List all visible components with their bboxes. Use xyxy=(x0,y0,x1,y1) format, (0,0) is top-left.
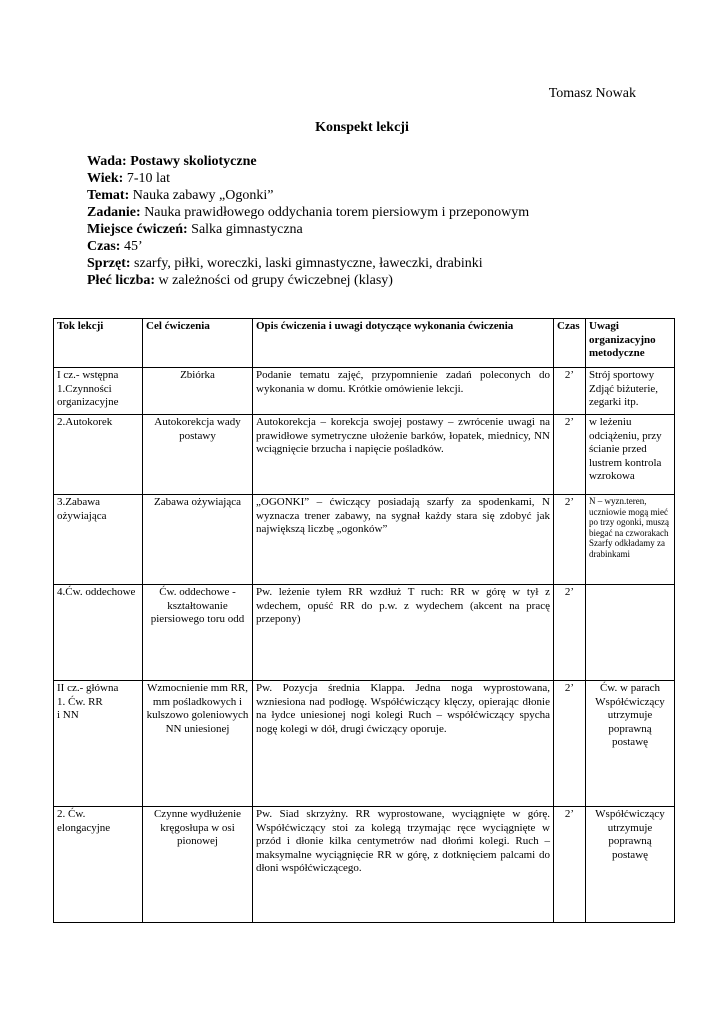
header-tok: Tok lekcji xyxy=(54,319,143,368)
meta-row-plec xyxy=(87,272,529,289)
meta-value: w zależności od grupy ćwiczebnej (klasy) xyxy=(155,273,393,288)
meta-value: Nauka zabawy „Ogonki” xyxy=(129,188,274,203)
meta-row-miejsce xyxy=(87,221,529,238)
cell-tok: 4.Ćw. oddechowe xyxy=(54,585,143,681)
cell-czas: 2’ xyxy=(554,681,586,807)
meta-row-temat xyxy=(87,187,529,204)
table-row xyxy=(54,495,675,585)
meta-label: Czas: xyxy=(87,239,121,254)
cell-opis: Pw. Pozycja średnia Klappa. Jedna noga wyprostowana, wzniesiona nad podłogę. Współćwiczący klęczy, opierając dłonie na łydce uniesionej nogi kolegi Ruch – współćwiczący spycha nogę kolegi w dół, drugi ćwiczący oporuje. xyxy=(253,681,554,807)
header-opis: Opis ćwiczenia i uwagi dotyczące wykonania ćwiczenia xyxy=(253,319,554,368)
meta-value: 45’ xyxy=(120,239,143,254)
meta-label: Miejsce ćwiczeń: xyxy=(87,222,188,237)
cell-czas: 2’ xyxy=(554,585,586,681)
cell-cel: Autokorekcja wady postawy xyxy=(143,415,253,495)
cell-czas: 2’ xyxy=(554,807,586,923)
meta-label: Wiek: xyxy=(87,171,124,186)
document-title: Konspekt lekcji xyxy=(315,120,409,135)
cell-tok: 2.Autokorek xyxy=(54,415,143,495)
cell-cel: Wzmocnienie mm RR, mm pośladkowych i kulszowo goleniowych NN uniesionej xyxy=(143,681,253,807)
meta-value: Postawy skoliotyczne xyxy=(126,154,257,169)
cell-cel: Zabawa ożywiająca xyxy=(143,495,253,585)
meta-label: Sprzęt: xyxy=(87,256,131,271)
table-row xyxy=(54,368,675,415)
meta-label: Zadanie: xyxy=(87,205,141,220)
cell-uwagi: w leżeniu odciążeniu, przy ścianie przed lustrem kontrola wzrokowa xyxy=(586,415,675,495)
meta-row-wada xyxy=(87,153,529,170)
meta-row-czas xyxy=(87,238,529,255)
cell-cel: Czynne wydłużenie kręgosłupa w osi pionowej xyxy=(143,807,253,923)
meta-row-wiek xyxy=(87,170,529,187)
cell-opis: Autokorekcja – korekcja swojej postawy – zwrócenie uwagi na prawidłowe symetryczne ułożenie barków, łopatek, miednicy, NN wciągnięcie brzucha i napięcie pośladków. xyxy=(253,415,554,495)
cell-opis: Podanie tematu zajęć, przypomnienie zadań poleconych do wykonania w domu. Krótkie omówienie lekcji. xyxy=(253,368,554,415)
meta-label: Temat: xyxy=(87,188,130,203)
cell-uwagi xyxy=(586,585,675,681)
cell-cel: Ćw. oddechowe -kształtowanie piersiowego toru odd xyxy=(143,585,253,681)
cell-uwagi: Strój sportowy Zdjąć biżuterie, zegarki itp. xyxy=(586,368,675,415)
lesson-plan-table xyxy=(53,318,675,923)
cell-opis: Pw. Siad skrzyżny. RR wyprostowane, wyciągnięte w górę. Współćwiczący stoi za kolegą trzymając ręce wyciągnięte w przód i dłonie kilka centymetrów nad dłońmi kolegi. Ruch – maksymalne wyciągnięcie RR w górę, z dotknięciem palcami do dłoni współćwiczącego. xyxy=(253,807,554,923)
cell-tok: 2. Ćw. elongacyjne xyxy=(54,807,143,923)
cell-cel: Zbiórka xyxy=(143,368,253,415)
cell-opis: „OGONKI” – ćwiczący posiadają szarfy za spodenkami, N wyznacza trener zabawy, na sygnał każdy stara się zdobyć jak największą liczbę „ogonków” xyxy=(253,495,554,585)
cell-czas: 2’ xyxy=(554,368,586,415)
cell-tok: 3.Zabawa ożywiająca xyxy=(54,495,143,585)
meta-value: Salka gimnastyczna xyxy=(187,222,303,237)
table-row xyxy=(54,807,675,923)
cell-czas: 2’ xyxy=(554,415,586,495)
table-header-row xyxy=(54,319,675,368)
meta-row-sprzet xyxy=(87,255,529,272)
cell-uwagi: Ćw. w parach Współćwiczący utrzymuje poprawną postawę xyxy=(586,681,675,807)
meta-value: szarfy, piłki, woreczki, laski gimnastyczne, ławeczki, drabinki xyxy=(130,256,483,271)
cell-tok: II cz.- główna 1. Ćw. RR i NN xyxy=(54,681,143,807)
cell-opis: Pw. leżenie tyłem RR wzdłuż T ruch: RR w górę w tył z wdechem, opuść RR do p.w. z wydechem (akcent na pracę przepony) xyxy=(253,585,554,681)
cell-tok: I cz.- wstępna 1.Czynności organizacyjne xyxy=(54,368,143,415)
table-row xyxy=(54,585,675,681)
table-row xyxy=(54,415,675,495)
meta-label: Wada: xyxy=(87,154,127,169)
lesson-metadata xyxy=(87,153,529,289)
cell-czas: 2’ xyxy=(554,495,586,585)
meta-value: Nauka prawidłowego oddychania torem piersiowym i przeponowym xyxy=(140,205,530,220)
header-uwagi: Uwagi organizacyjno metodyczne xyxy=(586,319,675,368)
meta-row-zadanie xyxy=(87,204,529,221)
cell-uwagi: N – wyzn.teren, uczniowie mogą mieć po trzy ogonki, muszą biegać na czworakach Szarfy odkładamy za drabinkami xyxy=(586,495,675,585)
author-name: Tomasz Nowak xyxy=(548,86,636,101)
table-row xyxy=(54,681,675,807)
meta-label: Płeć liczba: xyxy=(87,273,156,288)
header-cel: Cel ćwiczenia xyxy=(143,319,253,368)
cell-uwagi: Współćwiczący utrzymuje poprawną postawę xyxy=(586,807,675,923)
header-czas: Czas xyxy=(554,319,586,368)
meta-value: 7-10 lat xyxy=(123,171,170,186)
